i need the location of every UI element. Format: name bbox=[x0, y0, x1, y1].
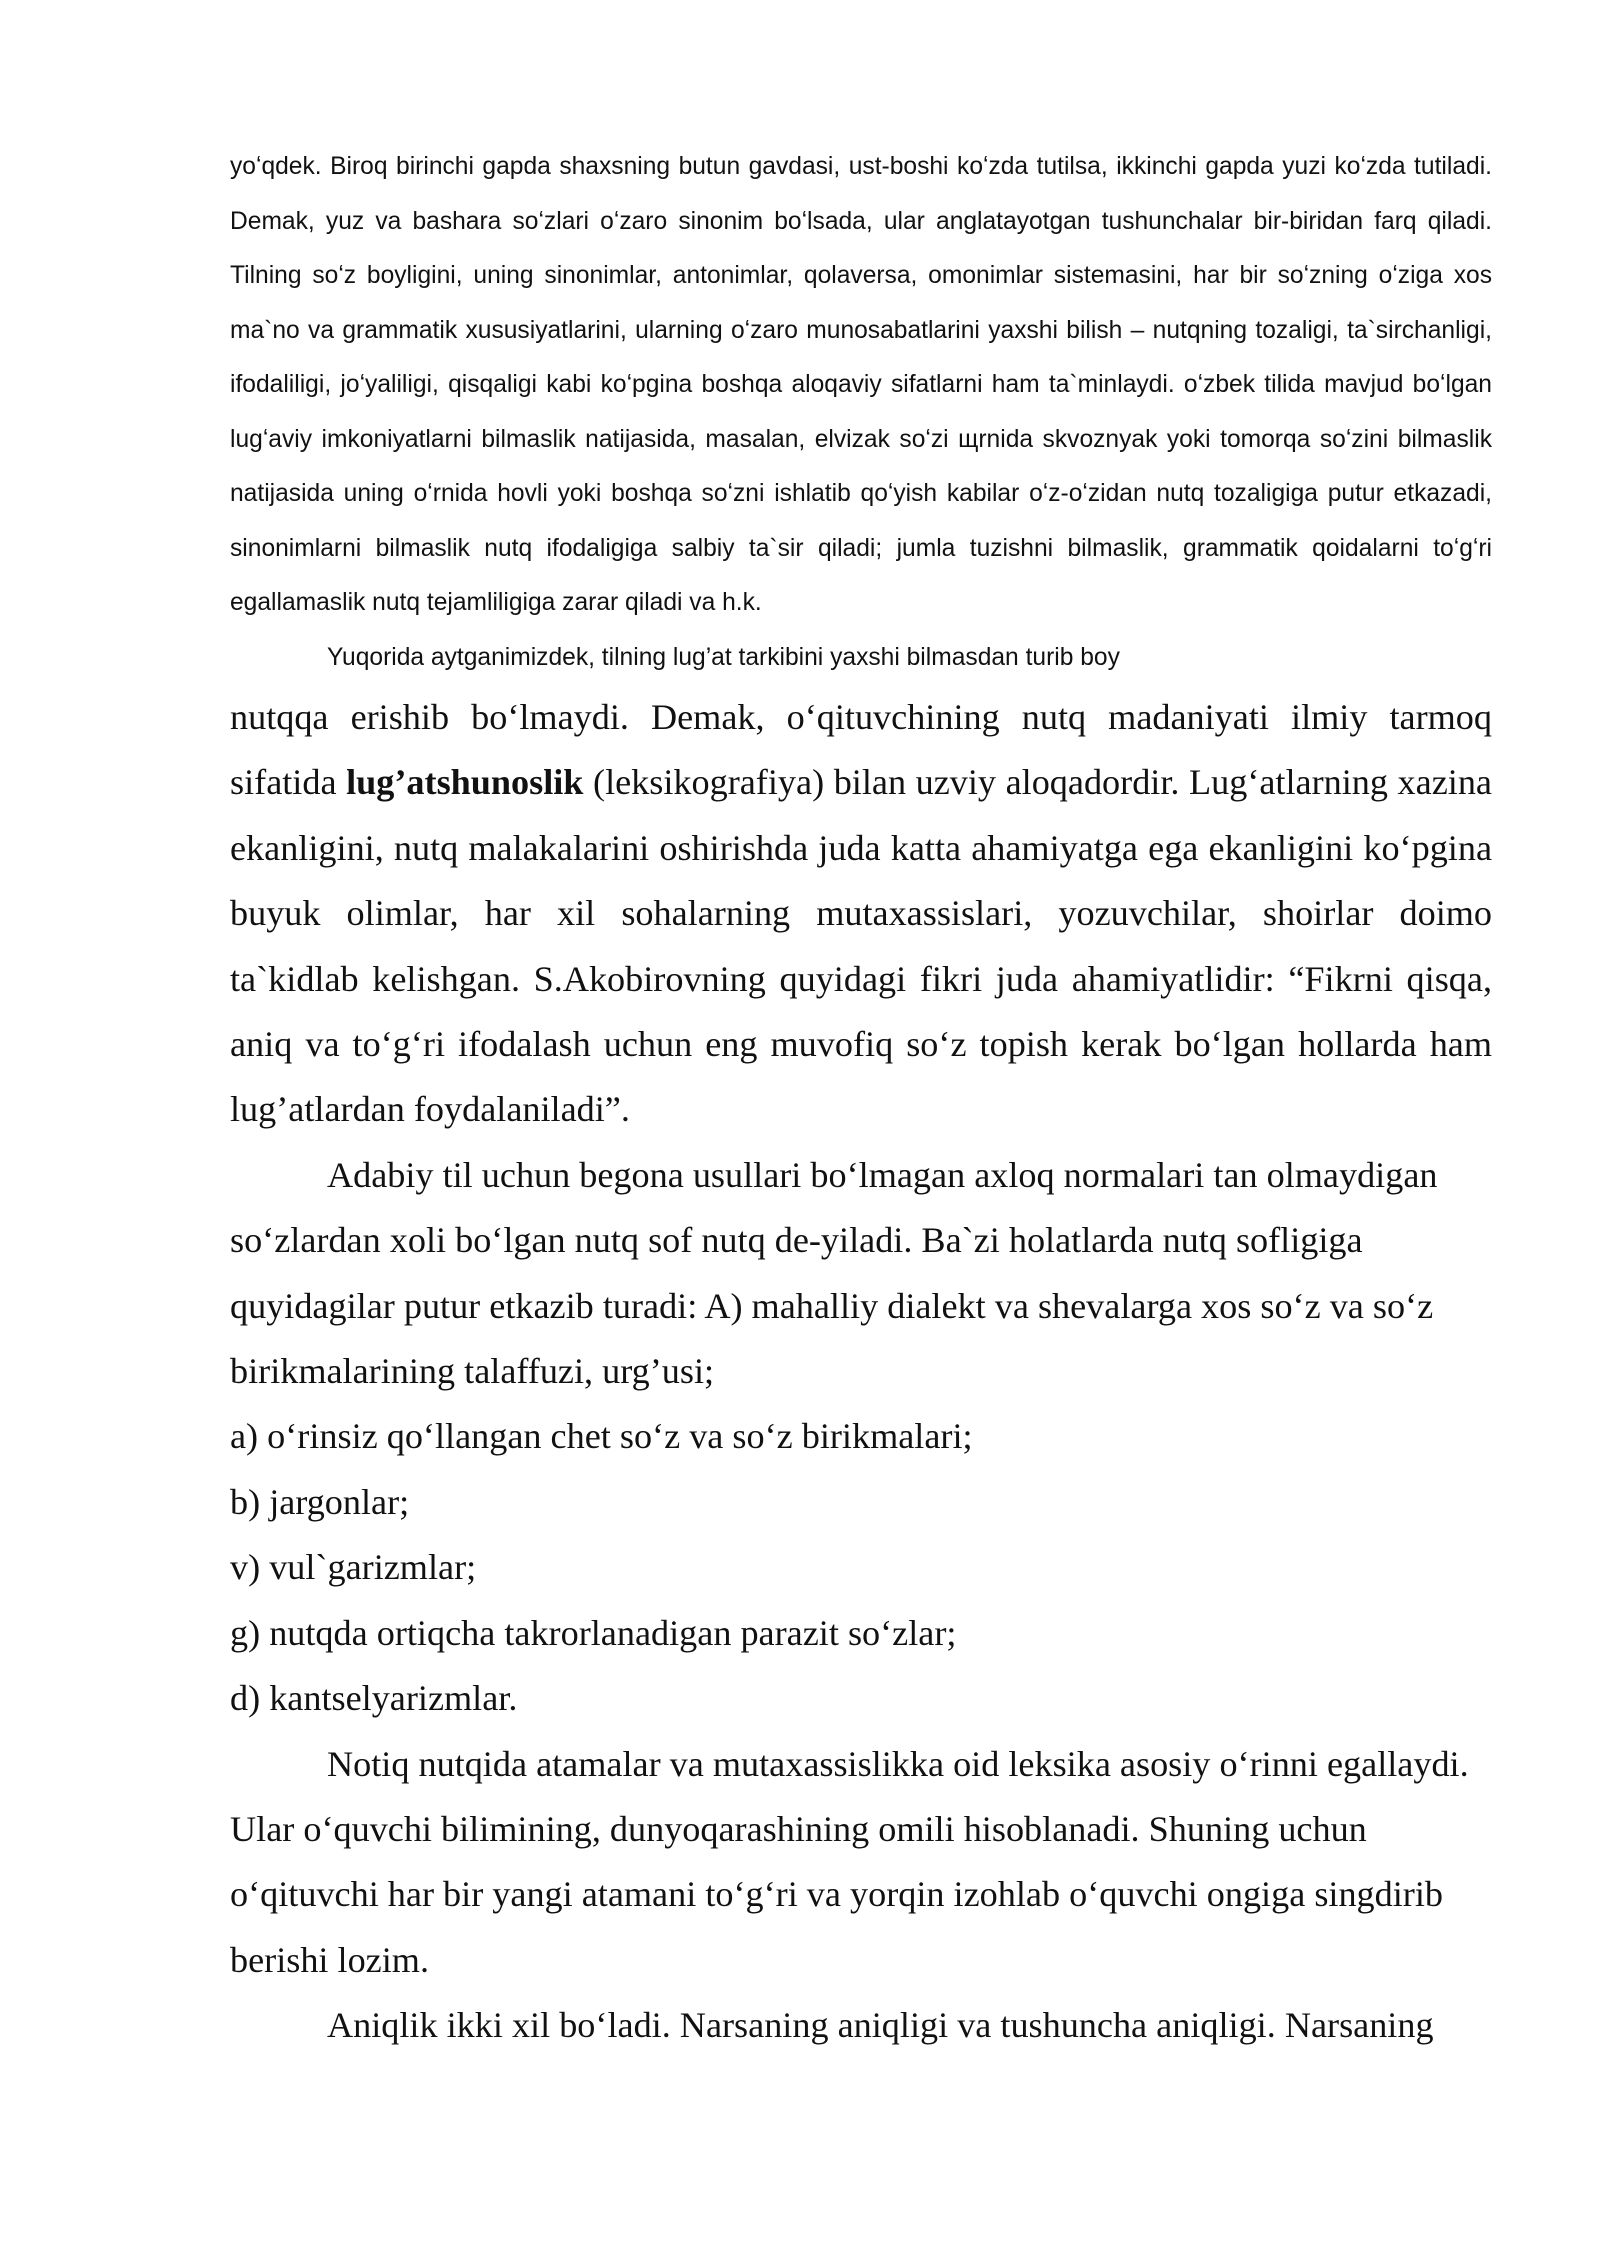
page-content bbox=[230, 140, 1492, 2059]
paragraph-sinonims: yoʻqdek. Biroq birinchi gapda shaxsning butun gavdasi, ust-boshi koʻzda tutilsa, ikkinchi gapda yuzi koʻzda tutiladi. Demak, yuz va bashara soʻzlari oʻzaro sinonim boʻlsada, ular anglatayotgan tushunchalar bir-biridan farq qiladi. Tilning soʻz boyligini, uning sinonimlar, antonimlar, qolaversa, omonimlar sistemasini, har bir soʻzning oʻziga xos ma`no va grammatik xususiyatlarini, ularning oʻzaro munosabatlarini yaxshi bilish – nutqning tozaligi, ta`sirchanligi, ifodaliligi, joʻyaliligi, qisqaligi kabi koʻpgina boshqa aloqaviy sifatlarni ham ta`minlaydi. oʻzbek tilida mavjud boʻlgan lugʻaviy imkoniyatlarni bilmaslik natijasida, masalan, elvizak soʻzi щrnida skvoznyak yoki tomorqa soʻzini bilmaslik natijasida uning oʻrnida hovli yoki boshqa soʻzni ishlatib qoʻyish kabilar oʻz-oʻzidan nutq tozaligiga putur etkazadi, sinonimlarni bilmaslik nutq ifodaligiga salbiy ta`sir qiladi; jumla tuzishni bilmaslik, grammatik qoidalarni toʻgʻri egallamaslik nutq tejamliligiga zarar qiladi va h.k. bbox=[230, 153, 1492, 616]
lexicography-text-before: nutqqa erishib boʻlmaydi. Demak, oʻqituvchining nutq madaniyati ilmiy tarmoq sifatida bbox=[230, 697, 1492, 803]
list-item: g) nutqda ortiqcha takrorlanadigan parazit soʻzlar; bbox=[230, 1612, 957, 1653]
paragraph-accuracy: Aniqlik ikki xil boʻladi. Narsaning aniqligi va tushuncha aniqligi. Narsaning bbox=[327, 2005, 1434, 2046]
paragraph-terminology: Notiq nutqida atamalar va mutaxassislikka oid leksika asosiy oʻrinni egallaydi. Ular oʻquvchi bilimining, dunyoqarashining omili hisoblanadi. Shuning uchun oʻqituvchi har bir yangi atamani toʻgʻri va yorqin izohlab oʻquvchi ongiga singdirib berishi lozim. bbox=[230, 1743, 1469, 1980]
list-item: v) vul`garizmlar; bbox=[230, 1547, 477, 1588]
paragraph-lexicography bbox=[230, 685, 1492, 1143]
lexicography-text-after: (leksikografiya) bilan uzviy aloqadordir. Lugʻatlarning xazina ekanligini, nutq malakalarini oshirishda juda katta ahamiyatga ega ekanligini koʻpgina buyuk olimlar, har xil sohalarning mutaxassislari, yozuvchilar, shoirlar doimo ta`kidlab kelishgan. S.Akobirovning quyidagi fikri juda ahamiyatlidir: “Fikrni qisqa, aniq va toʻgʻri ifodalash uchun eng muvofiq soʻz topish kerak boʻlgan hollarda ham lug’atlardan foydalaniladi”. bbox=[230, 762, 1492, 1130]
list-item: a) oʻrinsiz qoʻllangan chet soʻz va soʻz birikmalari; bbox=[230, 1416, 973, 1457]
lexicography-term: lug’atshunoslik bbox=[346, 762, 584, 803]
paragraph-lexicon-intro: Yuqorida aytganimizdek, tilning lug’at tarkibini yaxshi bilmasdan turib boy bbox=[327, 643, 1120, 671]
list-item: b) jargonlar; bbox=[230, 1481, 410, 1522]
paragraph-pure-speech: Adabiy til uchun begona usullari boʻlmagan axloq normalari tan olmaydigan soʻzlardan xoli boʻlgan nutq sof nutq de-yiladi. Ba`zi holatlarda nutq sofligiga quyidagilar putur etkazib turadi: A) mahalliy dialekt va shevalarga xos soʻz va soʻz birikmalarining talaffuzi, urg’usi; bbox=[230, 1154, 1438, 1392]
list-item: d) kantselyarizmlar. bbox=[230, 1678, 518, 1719]
